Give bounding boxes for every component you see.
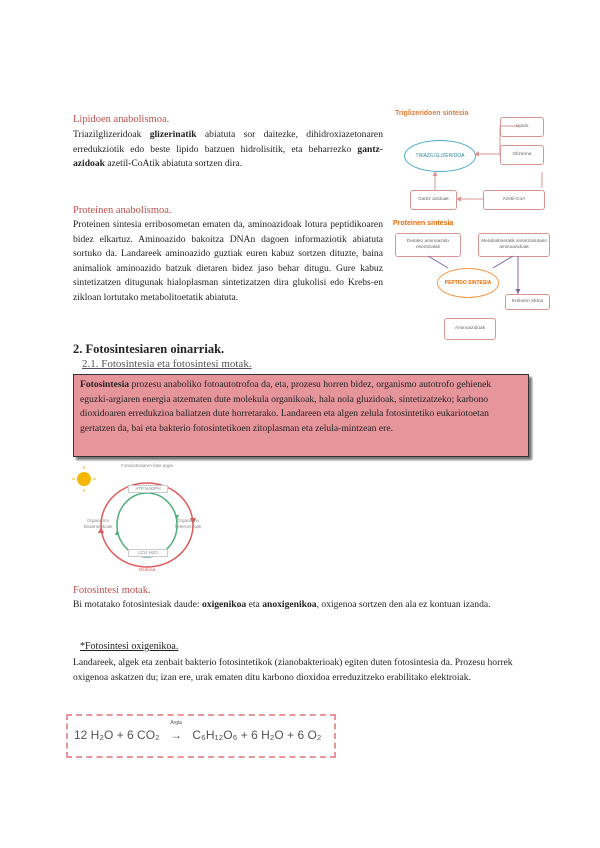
section2-subheading: 2.1. Fotosintesia eta fotosintesi motak.: [82, 358, 252, 370]
diagram2-arrows: [393, 230, 553, 310]
definition-box: [73, 374, 529, 457]
cycle-top2-label: ATP NADPH: [128, 485, 168, 493]
diagram1-title: Triglizeridoen sintesia: [395, 110, 469, 117]
diagram1-oval: TRIAZILGLIZERIDOA: [404, 140, 476, 172]
diagram1-box-lipido: Lipido: [500, 117, 544, 137]
section2-heading: 2. Fotosintesiaren oinarriak.: [73, 342, 225, 356]
diagram1-arrows: [390, 108, 560, 218]
equation-arrow-label: Argia: [170, 720, 182, 726]
oxy-heading: *Fotosintesi oxigenikoa.: [80, 641, 179, 652]
cycle-top-label: Fotosintesiaren fase argia: [121, 463, 173, 468]
cycle-bottom-label: CO2 H2O: [128, 549, 168, 557]
cycle-right-label: Organismo heterotrofoak: [174, 518, 202, 529]
equation-lhs: 12 H₂O + 6 CO₂: [74, 728, 160, 742]
equation-rhs: C₆H₁₂O₆ + 6 H₂O + 6 O₂: [192, 728, 322, 742]
diagram2-box-krebs: Krebsen zikloa: [505, 294, 550, 310]
protein-heading: Proteinen anabolismoa.: [73, 205, 172, 216]
cycle-left-label: Organismo fotosintetikoak: [83, 518, 113, 529]
equation: [74, 720, 322, 742]
equation-arrow: Argia →: [163, 728, 189, 742]
oxy-paragraph: Landareek, algek eta zenbait bakterio fotosintetikok (zianobakterioak) egiten duten fotosintesia da. Prozesu horrek oxigenoa askatzen du; izan ere, urak ematen ditu karbono dioxidoa erreduzitzeko erabilitako elektroiak.: [73, 657, 513, 683]
diagram2-title: Proteinen sintesia: [393, 220, 454, 227]
types-heading: Fotosintesi motak.: [73, 585, 151, 596]
definition-term: Fotosintesia: [80, 379, 130, 390]
protein-paragraph: Proteinen sintesia erribosometan ematen da, aminoazidoak lotura peptidikoaren bidez elkartuz. Aminoazido bakoitza DNAn dagoen informaziotik abiatuta sortuko da. Landareek aminoazido guztiak euren kabuz sortzen dituzte, baina animaliok aminoazido batzuk dietaren bidez jaso behar ditugu. Gure kabuz sintetizatzen ditugunak hialoplasman sintetizatzen dira glukolisi edo Krebs-en zikloan lortutako metabolitoetatik abiatuta.: [73, 219, 383, 303]
diagram1-box-glizerina: Glizerina: [500, 145, 544, 165]
sun-icon: [77, 472, 91, 486]
lipid-paragraph: Triazilglizeridoak glizerinatik abiatuta sor daitezke, dihidroxiazetonaren erredukziotik edo beste lipido batzuen hidrolisitik, eta beharrezko gantz-azidoak azetil-CoAtik abiatuta sortzen dira.: [73, 129, 383, 170]
photosynthesis-cycle-figure: [72, 463, 212, 579]
diagram2-box-dieta: Dietako aminoazido esentzialak: [395, 233, 461, 257]
cycle-bottom2-label: Glukosa: [138, 567, 156, 572]
equation-box: [66, 714, 336, 758]
diagram2-oval: PEPTIDO SINTESIA: [437, 268, 499, 298]
diagram1-box-azetil: Azetil-CoA: [483, 190, 545, 210]
diagram2-box-metab: Metabolitoetatik sintetizatutako aminoazidoak: [478, 233, 550, 257]
definition-text: prozesu anaboliko fotoautotrofoa da, eta, prozesu horren bidez, organismo autotrofo gehienek eguzki-argiaren energia atzematen dute molekula organikoak, hala nola gluzidoak, sintetizatzeko; karbono dioxidoaren erredukzioa baliatzen dute horretarako. Landareen eta algen zelula fotosintetiko eukariotoetan gertatzen da, bai eta bakterio fotosintetikoen zitoplasman eta zelula-mintzean ere.: [80, 379, 492, 434]
lipid-heading: Lipidoen anabolismoa.: [73, 114, 170, 125]
diagram1-box-gantz: Gantz azidoak: [410, 190, 457, 210]
types-paragraph: Bi motatako fotosintesiak daude: oxigenikoa eta anoxigenikoa, oxigenoa sortzen den ala ez kontuan izanda.: [73, 599, 491, 610]
diagram2-box-aminoa: Aminoazidoak: [444, 318, 496, 340]
